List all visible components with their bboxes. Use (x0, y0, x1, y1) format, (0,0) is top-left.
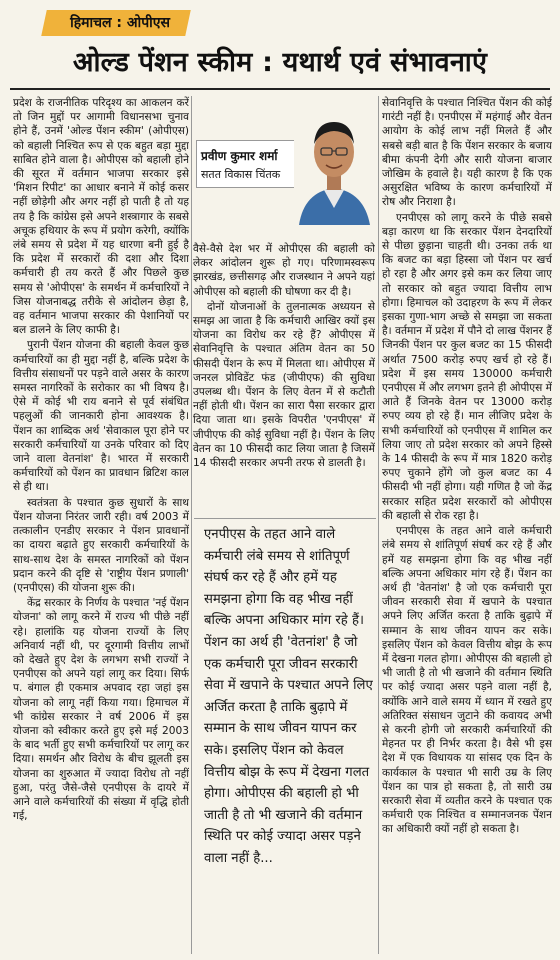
pullquote-rule (194, 518, 376, 519)
pull-quote: एनपीएस के तहत आने वाले कर्मचारी लंबे समय से शांतिपूर्ण संघर्ष कर रहे हैं और हमें यह समझना होगा कि वह भीख नहीं बल्कि अपना अधिकार मांग रहे हैं। पेंशन का अर्थ ही 'वेतनांश' है जो एक कर्मचारी पूरा जीवन सरकारी सेवा में खपाने के पश्चात अपने लिए अर्जित करता है ताकि बुढ़ापे में सम्मान के साथ जीवन यापन कर सके। इसलिए पेंशन को केवल वित्तीय बोझ के रूप में देखना गलत होगा। ओपीएस की बहाली हो भी जाती है तो भी खजाने की वर्तमान स्थिति पर कोई ज्यादा असर पड़ने वाला नहीं है... (204, 527, 373, 866)
paragraph: केंद्र सरकार के निर्णय के पश्चात 'नई पेंशन योजना' को लागू करने में राज्य भी पीछे नहीं रहे। हालांकि यह योजना राज्यों के लिए अनिवार्य नहीं थी, पर दूरगामी वित्तीय लाभों को देखते हुए देश के लगभग सभी राज्यों ने एनपीएस को अपने यहां लागू कर दिया। सिर्फ प. बंगाल ही एकमात्र अपवाद रहा जहां इस योजना को लागू नहीं किया गया। हिमाचल में भी कांग्रेस सरकार ने वर्ष 2006 में इस योजना को स्वीकार करते हुए इसे मई 2003 के बाद भर्ती हुए सभी कर्मचारियों पर लागू कर दिया। समर्थन और विरोध के बीच झूलती इस योजना का शुरुआत में ज्यादा विरोध तो नहीं हुआ, परंतु जैसे-जैसे एनपीएस के दायरे में आने वाले कर्मचारियों की संख्या में वृद्धि होती गई, (13, 597, 189, 823)
paragraph: पुरानी पेंशन योजना की बहाली केवल कुछ कर्मचारियों का ही मुद्दा नहीं है, बल्कि प्रदेश के वित्तीय संसाधनों पर पड़ने वाले असर के कारण समस्त नागरिकों के सरोकार का भी विषय है। ऐसे में कोई भी राय बनाने से पूर्व संबंधित पहलुओं की जानकारी होना आवश्यक है। पेंशन का शाब्दिक अर्थ 'सेवाकाल पूरा होने पर सरकारी कर्मचारियों या उनके परिवार को दिए जाने वाला वेतनांश' है। भारत में सरकारी कर्मचारियों को पेंशन का प्रावधान ब्रिटिश काल से ही था। (13, 339, 189, 494)
paragraph: एनपीएस के तहत आने वाले कर्मचारी लंबे समय से शांतिपूर्ण संघर्ष कर रहे हैं और हमें यह समझना होगा कि वह भीख नहीं बल्कि अपना अधिकार मांग रहे हैं। पेंशन का अर्थ ही 'वेतनांश' है जो एक कर्मचारी पूरा जीवन सरकारी सेवा में खपाने के पश्चात अपने लिए अर्जित करता है ताकि बुढ़ापे में सम्मान के साथ जीवन यापन कर सके। इसलिए पेंशन को केवल वित्तीय बोझ के रूप में देखना गलत होगा। ओपीएस की बहाली हो भी जाती है तो भी खजाने की वर्तमान स्थिति पर कोई ज्यादा असर पड़ने वाला नहीं है, क्योंकि आने वाले समय में ध्यान में रखते हुए अतिरिक्त संसाधन जुटाने की कवायद अभी से करनी होगी जो सरकारी कर्मचारियों की मेहनत पर ही निर्भर करता है। वैसे भी इस देश में एक विधायक या सांसद एक दिन के कार्यकाल के पश्चात भी सारी उम्र के लिए पेंशन का पात्र हो सकता है, तो सारी उम्र सरकारी सेवा में व्यतीत करने के पश्चात एक कर्मचारी एक निश्चित व सम्मानजनक पेंशन का अधिकारी क्यों नहीं हो सकता है। (382, 525, 552, 836)
paragraph: वैसे-वैसे देश भर में ओपीएस की बहाली को लेकर आंदोलन शुरू हो गए। परिणामस्वरूप झारखंड, छत्तीसगढ़ और राजस्थान ने अपने यहां ओपीएस को बहाली की घोषणा कर दी है। (193, 243, 375, 298)
paragraph: सेवानिवृत्ति के पश्चात निश्चित पेंशन की कोई गारंटी नहीं है। एनपीएस में महंगाई और वेतन आयोग के कोई लाभ नहीं मिलते हैं और सबसे बड़ी बात है कि पेंशन सरकार के बजाय बीमा कंपनी देगी और सारी योजना बाजार जोखिम के हवाले है। यही कारण है कि एक असुरक्षित भविष्य के कारण कर्मचारियों में रोष और निराशा है। (382, 97, 552, 209)
article-headline: ओल्ड पेंशन स्कीम : यथार्थ एवं संभावनाएं (72, 47, 488, 78)
headline-rule (10, 88, 550, 90)
section-tag: हिमाचल : ओपीएस (41, 10, 190, 36)
column-divider (191, 96, 192, 954)
article-column-1 (13, 96, 189, 956)
article-column-3 (382, 96, 552, 956)
author-photo (294, 100, 374, 225)
author-role: सतत विकास चिंतक (201, 168, 281, 181)
paragraph: स्वतंत्रता के पश्चात कुछ सुधारों के साथ पेंशन योजना निरंतर जारी रही। वर्ष 2003 में तत्कालीन एनडीए सरकार ने पेंशन प्रावधानों का दायरा बढ़ाते हुए सरकारी कर्मचारियों के साथ-साथ देश के समस्त नागरिकों को पेंशन प्रदान करने की दृष्टि से 'राष्ट्रीय पेंशन प्रणाली' (एनपीएस) की योजना शुरू की। (13, 496, 189, 594)
article-column-2 (193, 242, 375, 512)
paragraph: प्रदेश के राजनीतिक परिदृश्य का आकलन करें तो जिन मुद्दों पर आगामी विधानसभा चुनाव होने हैं, उनमें 'ओल्ड पेंशन स्कीम' (ओपीएस) को बहाली निश्चित रूप से एक बहुत बड़ा मुद्दा साबित होने वाला है। ओपीएस को बहाली होने की सूरत में वर्तमान भाजपा सरकार इसे 'मिशन रिपीट' का आधार बनाने में कोई कसर नहीं छोड़ेगी और अगर नहीं हो पाती है तो यह तय है कि कांग्रेस इसे अपने शस्त्रागार के सबसे अचूक हथियार के रूप में प्रयोग करेगी, क्योंकि लंबे समय से प्रदेश में यह धारणा बनी हुई है कि प्रदेश में सरकारों की दशा और दिशा कर्मचारी ही तय करते हैं और पिछले कुछ समय से 'ओपीएस' के समर्थन में कर्मचारियों ने जिस योजनाबद्ध तरीके से आंदोलन छेड़ा है, वह वर्तमान भाजपा सरकार की पेशानियों पर बल डालने के लिए काफी है। (13, 97, 189, 337)
paragraph: दोनों योजनाओं के तुलनात्मक अध्ययन से समझ आ जाता है कि कर्मचारी आखिर क्यों इस योजना का विरोध कर रहे हैं? ओपीएस में सेवानिवृत्ति के पश्चात अंतिम वेतन का 50 फीसदी पेंशन के रूप में मिलता था। ओपीएस में जनरल प्रोविडेंट फंड (जीपीएफ) की सुविधा उपलब्ध थी। पेंशन के लिए वेतन में से कटौती नहीं होती थी। पेंशन का सारा पैसा सरकार द्वारा दिया जाता था। इसके विपरीत 'एनपीएस' में जीपीएफ की कोई सुविधा नहीं है। पेंशन के लिए वेतन का 10 फीसदी काट लिया जाता है जिसमें 14 फीसदी सरकार अपनी तरफ से डालती है। (193, 300, 375, 470)
author-card (196, 140, 304, 188)
author-block (196, 100, 376, 235)
author-name: प्रवीण कुमार शर्मा (201, 149, 278, 163)
paragraph: एनपीएस को लागू करने के पीछे सबसे बड़ा कारण था कि सरकार पेंशन देनदारियों से पीछा छुड़ाना चाहती थी। उनका तर्क था कि बजट का बड़ा हिस्सा जो पेंशन पर खर्च हो रहा है और अगर इसे कम कर लिया जाए तो सरकार को बहुत ज्यादा वित्तीय लाभ होगा। हिमाचल को उदाहरण के रूप में लेकर इसका गुणा-भाग अच्छे से समझा जा सकता है। वर्तमान में प्रदेश में पौने दो लाख पेंशनर हैं जिनकी पेंशन पर कुल बजट का 15 फीसदी अर्थात 7500 करोड़ रुपए खर्च हो रहे हैं। प्रदेश में इस समय 130000 कर्मचारी एनपीएस में और लगभग इतने ही ओपीएस में आते हैं जिनके वेतन पर 13000 करोड़ रुपए व्यय हो रहे हैं। मान लीजिए प्रदेश के सभी कर्मचारियों को एनपीएस में शामिल कर लिया जाए तो प्रदेश सरकार को अपने हिस्से के 14 फीसदी के रूप में मात्र 1820 करोड़ रुपए चुकाने होंगे जो कुल बजट का 4 फीसदी भी नहीं होगा। यही गणित है जो केंद्र सरकार सहित प्रदेश सरकारों को ओपीएस की बहाली से रोक रहा है। (382, 211, 552, 522)
column-divider (378, 96, 379, 954)
